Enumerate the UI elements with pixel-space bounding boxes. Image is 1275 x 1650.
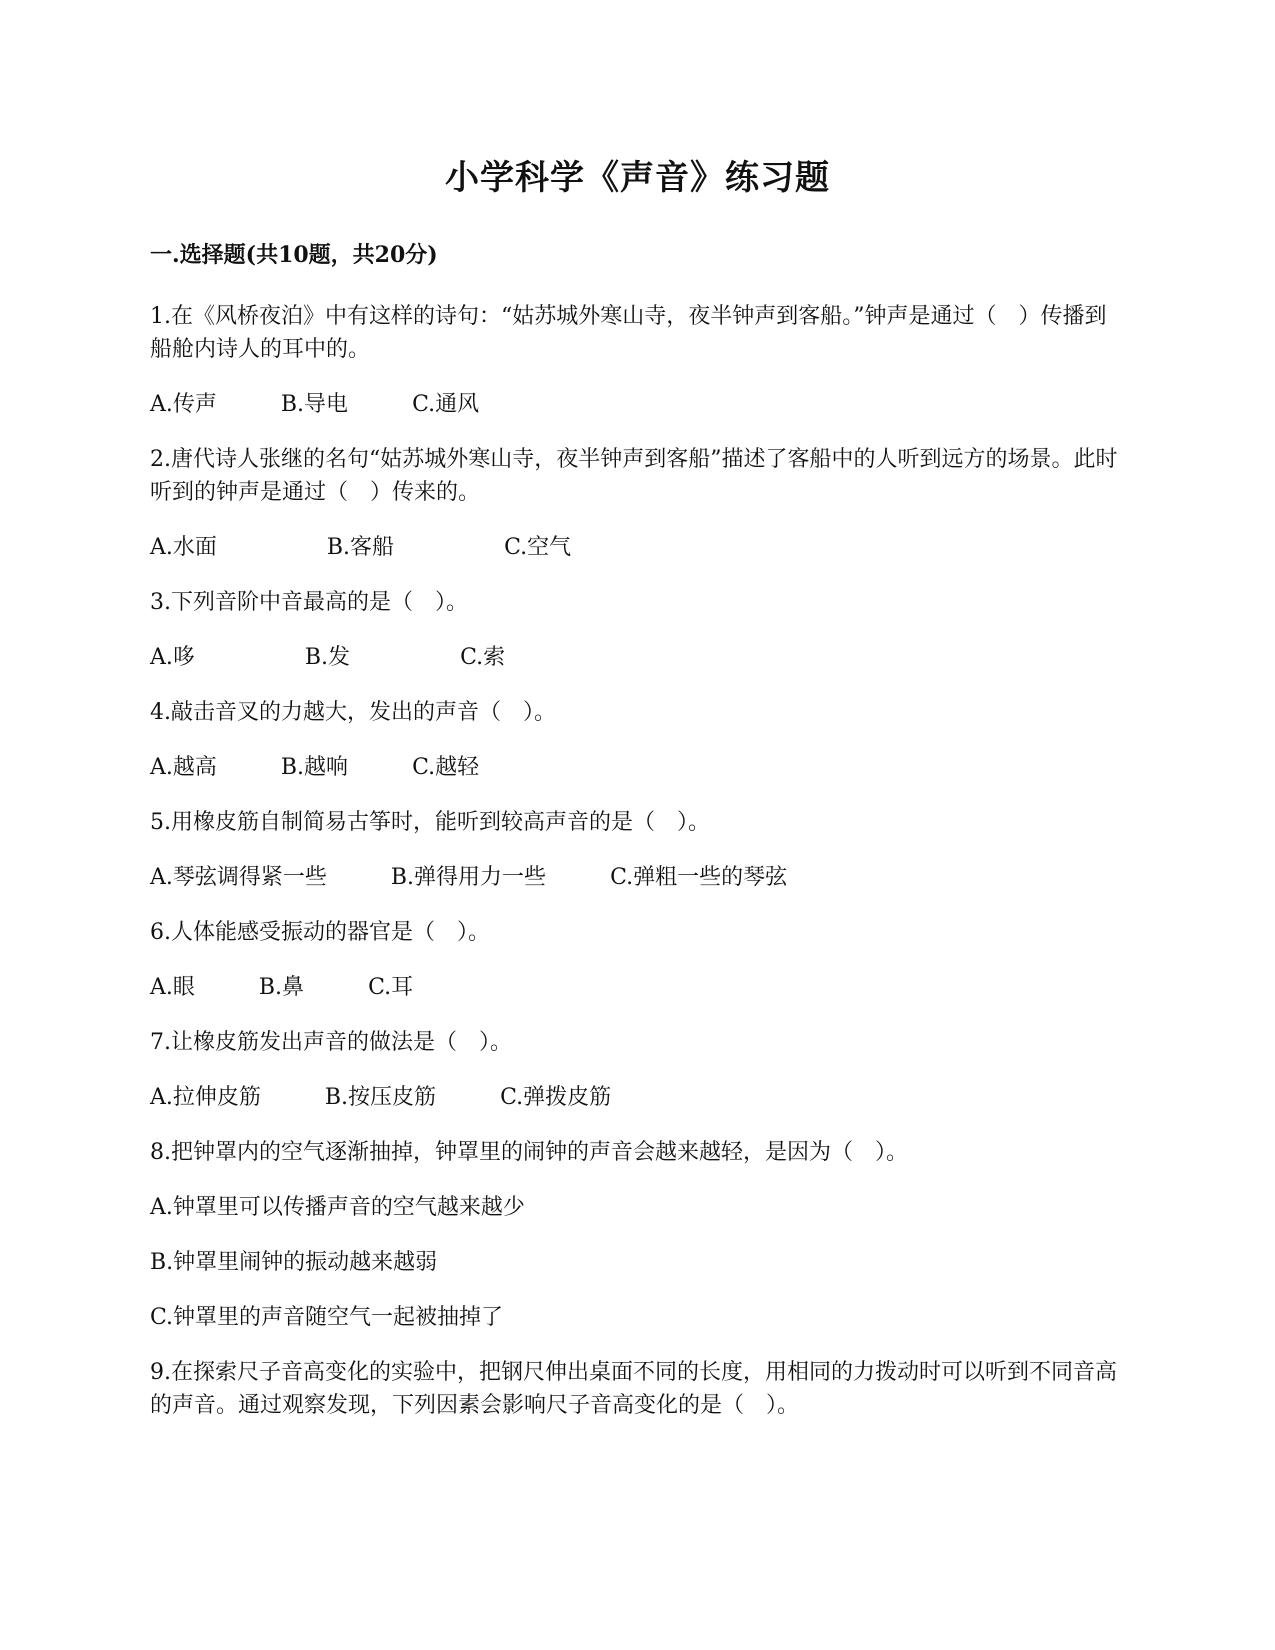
- option-b: B.发: [304, 645, 351, 670]
- question-4-options: [150, 751, 1125, 784]
- question-3-options: [150, 641, 1125, 674]
- option-a: A.眼: [150, 975, 195, 1000]
- question-1: 1.在《风桥夜泊》中有这样的诗句：“姑苏城外寒山寺，夜半钟声到客船。”钟声是通过（ ）传播到船舱内诗人的耳中的。: [150, 304, 1107, 362]
- question-7-options: [150, 1081, 1125, 1114]
- option-b: B.客船: [326, 535, 395, 560]
- option-c: C.越轻: [412, 755, 480, 780]
- option-b: B.鼻: [258, 975, 305, 1000]
- question-4: 4.敲击音叉的力越大，发出的声音（ ）。: [150, 700, 556, 725]
- option-a: A.传声: [150, 392, 217, 417]
- option-a: A.琴弦调得紧一些: [150, 865, 327, 890]
- option-b: B.越响: [280, 755, 349, 780]
- question-list: [150, 300, 1125, 1444]
- option-c: C.弹拨皮筋: [500, 1085, 612, 1110]
- question-2: 2.唐代诗人张继的名句“姑苏城外寒山寺，夜半钟声到客船”描述了客船中的人听到远方的场景。此时听到的钟声是通过（ ）传来的。: [150, 447, 1118, 505]
- option-a: A.水面: [150, 535, 217, 560]
- option-a: A.钟罩里可以传播声音的空气越来越少: [150, 1195, 525, 1220]
- option-a: A.拉伸皮筋: [150, 1085, 261, 1110]
- question-2-options: [150, 531, 1125, 564]
- question-6-options: [150, 971, 1125, 1004]
- option-a: A.哆: [150, 645, 195, 670]
- question-5: 5.用橡皮筋自制简易古筝时，能听到较高声音的是（ ）。: [150, 810, 710, 835]
- question-3: 3.下列音阶中音最高的是（ ）。: [150, 590, 468, 615]
- option-b: B.按压皮筋: [324, 1085, 437, 1110]
- option-c: C.通风: [412, 392, 480, 417]
- section-heading: 一.选择题(共10题，共20分): [150, 242, 438, 268]
- question-1-options: [150, 388, 1125, 421]
- option-b: B.导电: [280, 392, 349, 417]
- option-c: C.钟罩里的声音随空气一起被抽掉了: [150, 1305, 504, 1330]
- option-b: B.弹得用力一些: [390, 865, 547, 890]
- question-6: 6.人体能感受振动的器官是（ ）。: [150, 920, 490, 945]
- question-8: 8.把钟罩内的空气逐渐抽掉，钟罩里的闹钟的声音会越来越轻，是因为（ ）。: [150, 1140, 908, 1165]
- document-title: 小学科学《声音》练习题: [445, 158, 830, 198]
- question-9: 9.在探索尺子音高变化的实验中，把钢尺伸出桌面不同的长度，用相同的力拨动时可以听到不同音高的声音。通过观察发现，下列因素会影响尺子音高变化的是（ ）。: [150, 1360, 1117, 1418]
- question-7: 7.让橡皮筋发出声音的做法是（ ）。: [150, 1030, 512, 1055]
- option-a: A.越高: [150, 755, 217, 780]
- question-5-options: [150, 861, 1125, 894]
- option-c: C.弹粗一些的琴弦: [610, 865, 788, 890]
- option-b: B.钟罩里闹钟的振动越来越弱: [150, 1250, 438, 1275]
- option-c: C.耳: [368, 975, 414, 1000]
- option-c: C.空气: [504, 535, 572, 560]
- option-c: C.索: [460, 645, 506, 670]
